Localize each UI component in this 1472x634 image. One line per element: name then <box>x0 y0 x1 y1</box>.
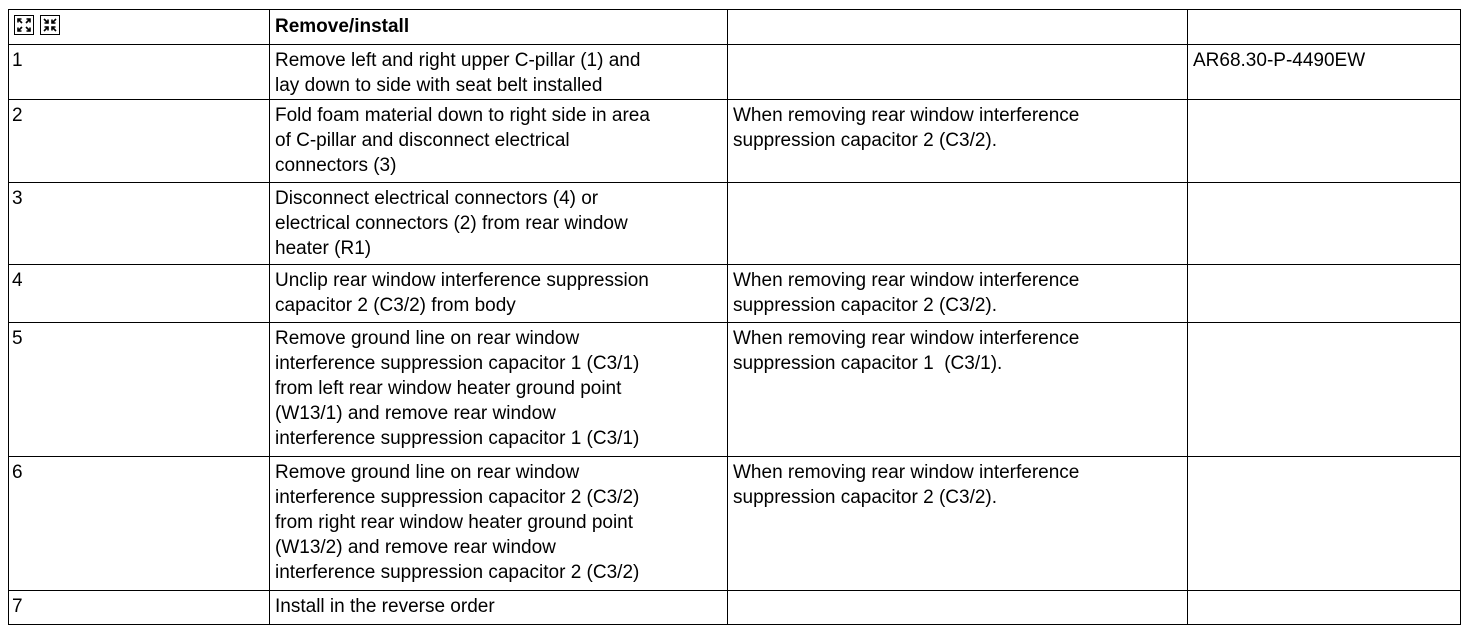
step-row <box>9 100 1461 183</box>
step-instruction <box>270 457 728 591</box>
instruction-line: Remove ground line on rear window <box>275 462 580 483</box>
step-row <box>9 183 1461 265</box>
step-number: 1 <box>9 45 270 100</box>
step-reference <box>1188 457 1461 591</box>
step-note <box>728 457 1188 591</box>
instruction-line: Unclip rear window interference suppression <box>275 270 649 291</box>
step-note <box>728 265 1188 323</box>
step-row <box>9 457 1461 591</box>
header-row <box>9 10 1461 45</box>
step-note <box>728 323 1188 457</box>
step-instruction <box>270 45 728 100</box>
step-reference <box>1188 265 1461 323</box>
step-reference <box>1188 100 1461 183</box>
instruction-line: Install in the reverse order <box>275 596 495 617</box>
note-line: When removing rear window interference <box>733 328 1080 349</box>
step-reference-link[interactable]: AR68.30-P-4490EW <box>1188 45 1461 100</box>
collapse-all-icon[interactable] <box>40 15 60 35</box>
instruction-line: Remove left and right upper C-pillar (1) and <box>275 50 641 71</box>
step-instruction <box>270 100 728 183</box>
instruction-line: interference suppression capacitor 2 (C3/2) <box>275 562 640 583</box>
step-note <box>728 183 1188 265</box>
note-line: When removing rear window interference <box>733 270 1080 291</box>
instruction-line: (W13/1) and remove rear window <box>275 403 556 424</box>
step-row <box>9 591 1461 625</box>
instruction-line: interference suppression capacitor 2 (C3/2) <box>275 487 640 508</box>
step-note <box>728 591 1188 625</box>
step-instruction <box>270 265 728 323</box>
header-ref-cell <box>1188 10 1461 45</box>
note-line: suppression capacitor 2 (C3/2). <box>733 130 998 151</box>
instruction-line: heater (R1) <box>275 238 372 259</box>
note-line: suppression capacitor 2 (C3/2). <box>733 487 998 508</box>
step-note <box>728 100 1188 183</box>
step-row <box>9 265 1461 323</box>
note-line: When removing rear window interference <box>733 105 1080 126</box>
step-number: 2 <box>9 100 270 183</box>
step-instruction <box>270 183 728 265</box>
header-icon-cell <box>9 10 270 45</box>
instruction-line: Disconnect electrical connectors (4) or <box>275 188 599 209</box>
instruction-line: from left rear window heater ground point <box>275 378 622 399</box>
step-reference <box>1188 323 1461 457</box>
step-number: 4 <box>9 265 270 323</box>
note-line: suppression capacitor 2 (C3/2). <box>733 295 998 316</box>
instruction-line: from right rear window heater ground point <box>275 512 634 533</box>
instruction-line: Fold foam material down to right side in area <box>275 105 650 126</box>
instruction-line: of C-pillar and disconnect electrical <box>275 130 570 151</box>
instruction-line: lay down to side with seat belt installed <box>275 75 603 96</box>
step-instruction <box>270 323 728 457</box>
step-note <box>728 45 1188 100</box>
step-row <box>9 45 1461 100</box>
instruction-line: (W13/2) and remove rear window <box>275 537 556 558</box>
procedure-table <box>8 9 1461 625</box>
instruction-line: capacitor 2 (C3/2) from body <box>275 295 516 316</box>
instruction-line: Remove ground line on rear window <box>275 328 580 349</box>
note-line: When removing rear window interference <box>733 462 1080 483</box>
header-note-cell <box>728 10 1188 45</box>
step-row <box>9 323 1461 457</box>
note-line: suppression capacitor 1 (C3/1). <box>733 353 1003 374</box>
instruction-line: interference suppression capacitor 1 (C3/1) <box>275 428 640 449</box>
instruction-line: interference suppression capacitor 1 (C3/1) <box>275 353 640 374</box>
step-number: 7 <box>9 591 270 625</box>
step-instruction <box>270 591 728 625</box>
step-reference <box>1188 183 1461 265</box>
expand-all-icon[interactable] <box>14 15 34 35</box>
instruction-line: electrical connectors (2) from rear window <box>275 213 628 234</box>
step-number: 6 <box>9 457 270 591</box>
procedure-title: Remove/install <box>270 10 728 45</box>
step-number: 5 <box>9 323 270 457</box>
step-number: 3 <box>9 183 270 265</box>
step-reference <box>1188 591 1461 625</box>
instruction-line: connectors (3) <box>275 155 397 176</box>
